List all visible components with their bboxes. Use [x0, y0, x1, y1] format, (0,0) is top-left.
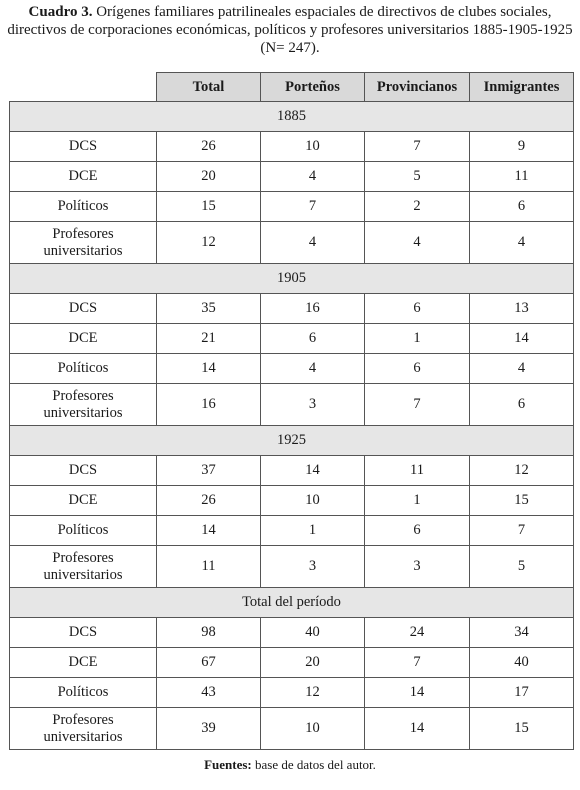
table-cell: 3: [261, 384, 365, 426]
table-caption: [4, 3, 576, 57]
table-row: [10, 222, 574, 264]
row-label: Profesores universitarios: [10, 708, 157, 750]
table-row: [10, 546, 574, 588]
table-cell: 14: [157, 516, 261, 546]
table-cell: 16: [157, 384, 261, 426]
table-cell: 7: [365, 648, 470, 678]
table-cell: 17: [470, 678, 574, 708]
table-cell: 1: [365, 324, 470, 354]
footer-text: base de datos del autor.: [254, 757, 376, 772]
table-row: [10, 486, 574, 516]
group-row: [10, 264, 574, 294]
row-label: DCE: [10, 162, 157, 192]
caption-label: Cuadro 3.: [28, 4, 93, 20]
data-table: [9, 72, 574, 750]
table-cell: 39: [157, 708, 261, 750]
row-label: DCE: [10, 324, 157, 354]
table-cell: 12: [261, 678, 365, 708]
table-cell: 37: [157, 456, 261, 486]
table-cell: 43: [157, 678, 261, 708]
table-cell: 26: [157, 486, 261, 516]
row-label: Profesores universitarios: [10, 222, 157, 264]
table-cell: 14: [157, 354, 261, 384]
row-label: DCS: [10, 456, 157, 486]
table-cell: 3: [261, 546, 365, 588]
table-row: [10, 618, 574, 648]
row-label: Políticos: [10, 354, 157, 384]
table-cell: 4: [261, 162, 365, 192]
table-row: [10, 294, 574, 324]
row-label: Profesores universitarios: [10, 546, 157, 588]
table-cell: 14: [470, 324, 574, 354]
table-cell: 7: [261, 192, 365, 222]
table-cell: 7: [365, 132, 470, 162]
table-cell: 20: [157, 162, 261, 192]
caption-text: Orígenes familiares patrilineales espaciales de directivos de clubes sociales, directivos de corporaciones económicas, políticos y profesores universitarios 1885-1905-1925 (N= 247).: [7, 4, 573, 56]
table-cell: 10: [261, 708, 365, 750]
row-label: DCE: [10, 648, 157, 678]
table-cell: 15: [157, 192, 261, 222]
table-cell: 7: [470, 516, 574, 546]
row-label: DCS: [10, 132, 157, 162]
table-cell: 10: [261, 486, 365, 516]
table-cell: 4: [470, 354, 574, 384]
table-cell: 4: [365, 222, 470, 264]
table-cell: 4: [470, 222, 574, 264]
table-cell: 14: [365, 678, 470, 708]
table-cell: 21: [157, 324, 261, 354]
table-row: [10, 132, 574, 162]
table-cell: 40: [470, 648, 574, 678]
table-row: [10, 162, 574, 192]
row-label: DCE: [10, 486, 157, 516]
table-cell: 12: [157, 222, 261, 264]
header-corner: [10, 73, 157, 102]
table-cell: 34: [470, 618, 574, 648]
table-cell: 7: [365, 384, 470, 426]
table-row: [10, 516, 574, 546]
table-cell: 11: [365, 456, 470, 486]
row-label: Políticos: [10, 678, 157, 708]
table-cell: 20: [261, 648, 365, 678]
table-row: [10, 678, 574, 708]
table-cell: 4: [261, 222, 365, 264]
column-header-provincianos: Provincianos: [365, 73, 470, 102]
table-cell: 26: [157, 132, 261, 162]
table-row: [10, 648, 574, 678]
table-row: [10, 192, 574, 222]
table-cell: 12: [470, 456, 574, 486]
group-row: [10, 588, 574, 618]
table-cell: 6: [470, 384, 574, 426]
table-cell: 2: [365, 192, 470, 222]
table-cell: 1: [261, 516, 365, 546]
table-cell: 6: [261, 324, 365, 354]
table-cell: 24: [365, 618, 470, 648]
row-label: DCS: [10, 618, 157, 648]
table-cell: 15: [470, 708, 574, 750]
group-title: 1925: [10, 426, 574, 456]
group-row: [10, 426, 574, 456]
column-header-total: Total: [157, 73, 261, 102]
table-cell: 14: [261, 456, 365, 486]
table-body: [10, 102, 574, 750]
row-label: Profesores universitarios: [10, 384, 157, 426]
footer-label: Fuentes:: [204, 757, 252, 772]
table-cell: 1: [365, 486, 470, 516]
group-row: [10, 102, 574, 132]
table-cell: 35: [157, 294, 261, 324]
table-cell: 98: [157, 618, 261, 648]
row-label: Políticos: [10, 192, 157, 222]
table-cell: 11: [470, 162, 574, 192]
table-row: [10, 384, 574, 426]
header-row: [10, 73, 574, 102]
table-row: [10, 354, 574, 384]
table-cell: 11: [157, 546, 261, 588]
table-cell: 5: [365, 162, 470, 192]
row-label: DCS: [10, 294, 157, 324]
table-cell: 15: [470, 486, 574, 516]
table-cell: 5: [470, 546, 574, 588]
column-header-inmigrantes: Inmigrantes: [470, 73, 574, 102]
table-cell: 6: [365, 294, 470, 324]
table-cell: 13: [470, 294, 574, 324]
table-cell: 9: [470, 132, 574, 162]
group-title: 1905: [10, 264, 574, 294]
column-header-portenos: Porteños: [261, 73, 365, 102]
table-cell: 6: [365, 516, 470, 546]
table-cell: 6: [365, 354, 470, 384]
group-title: 1885: [10, 102, 574, 132]
table-row: [10, 456, 574, 486]
table-row: [10, 708, 574, 750]
table-cell: 4: [261, 354, 365, 384]
row-label: Políticos: [10, 516, 157, 546]
table-cell: 40: [261, 618, 365, 648]
group-title: Total del período: [10, 588, 574, 618]
table-cell: 14: [365, 708, 470, 750]
table-cell: 67: [157, 648, 261, 678]
table-row: [10, 324, 574, 354]
table-cell: 16: [261, 294, 365, 324]
table-cell: 6: [470, 192, 574, 222]
table-cell: 10: [261, 132, 365, 162]
table-cell: 3: [365, 546, 470, 588]
table-footer: [0, 757, 580, 773]
